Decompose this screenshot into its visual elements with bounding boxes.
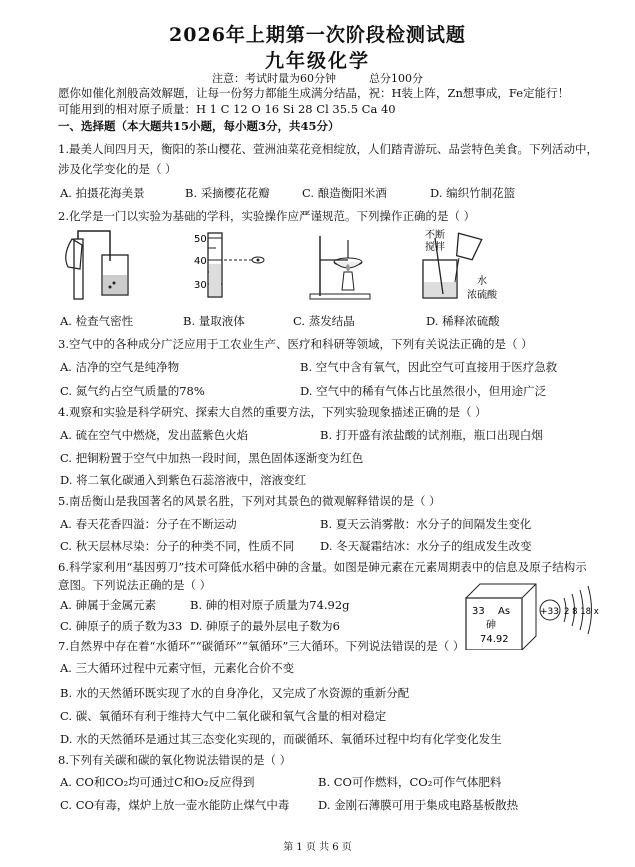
q1-option-b: B. 采摘樱花花瓣 <box>185 186 270 200</box>
atom-nucleus: +33 <box>540 607 559 617</box>
figure-c-evaporation <box>300 230 380 302</box>
intro-masses: 可能用到的相对原子质量：H 1 C 12 O 16 Si 28 Cl 35.5 Ca 40 <box>58 102 396 116</box>
q7-option-b: B. 水的天然循环既实现了水的自身净化，又完成了水资源的重新分配 <box>60 686 410 700</box>
q6-option-c: C. 砷原子的质子数为33 <box>60 619 183 633</box>
q2-option-c: C. 蒸发结晶 <box>293 314 355 328</box>
label-water: 水 <box>477 276 487 287</box>
q3-option-d: D. 空气中的稀有气体占比虽然很小，但用途广泛 <box>300 384 547 398</box>
q3-stem: 3.空气中的各种成分广泛应用于工农业生产、医疗和科研等领域，下列有关说法正确的是（ ） <box>58 337 533 351</box>
cylinder-mark-40: 40 <box>194 256 207 267</box>
exam-title: 2026年上期第一次阶段检测试题 <box>169 24 466 46</box>
q2-stem: 2.化学是一门以实验为基础的学科，实验操作应严谨规范。下列操作正确的是（ ） <box>58 209 476 223</box>
q7-option-c: C. 碳、氧循环有利于维持大气中二氧化碳和氧气含量的相对稳定 <box>60 709 387 723</box>
element-name: 砷 <box>486 620 496 631</box>
q7-option-a: A. 三大循环过程中元素守恒，元素化合价不变 <box>60 661 295 675</box>
page-number: 第 1 页 共 6 页 <box>283 842 352 853</box>
total-score: 总分100分 <box>369 72 423 85</box>
exam-subject: 九年级化学 <box>264 50 370 72</box>
q8-option-d: D. 金刚石薄膜可用于集成电路基板散热 <box>318 798 519 812</box>
element-mass: 74.92 <box>480 634 509 645</box>
q1-stem-line1: 1.最美人间四月天，衡阳的茶山樱花、萱洲油菜花竞相绽放，人们踏青游玩、品尝特色美食。下列活动中， <box>58 142 598 156</box>
time-limit: 注意：考试时量为60分钟 <box>212 72 336 85</box>
q4-stem: 4.观察和实验是科学研究、探索大自然的重要方法，下列实验现象描述正确的是（ ） <box>58 405 487 419</box>
label-stir1: 不断 <box>425 230 445 241</box>
q7-option-d: D. 水的天然循环是通过其三态变化实现的，而碳循环、氧循环过程中均有化学变化发生 <box>60 732 502 746</box>
q6-option-b: B. 砷的相对原子质量为74.92g <box>190 598 350 612</box>
q1-option-c: C. 酿造衡阳米酒 <box>302 186 387 200</box>
q1-option-d: D. 编织竹制花篮 <box>430 186 516 200</box>
q4-option-b: B. 打开盛有浓盐酸的试剂瓶，瓶口出现白烟 <box>320 428 543 442</box>
q3-option-b: B. 空气中含有氧气，因此空气可直接用于医疗急救 <box>300 360 558 374</box>
element-symbol: As <box>498 606 511 617</box>
q5-option-d: D. 冬天凝霜结冰：水分子的组成发生改变 <box>320 539 532 553</box>
exam-note <box>0 70 635 86</box>
figure-a-airtightness <box>62 225 142 305</box>
figure-arsenic <box>460 578 610 650</box>
section-title: 一、选择题（本大题共15小题，每小题3分，共45分） <box>58 119 340 133</box>
q4-option-a: A. 硫在空气中燃烧，发出蓝紫色火焰 <box>60 428 249 442</box>
intro-wish: 愿你如催化剂般高效解题，让每一份努力都能生成满分结晶，祝：H装上阵，Zn想事成，Fe定能行！ <box>58 86 570 100</box>
q6-option-a: A. 砷属于金属元素 <box>60 598 157 612</box>
atom-shells: 2 8 18 x <box>564 607 599 617</box>
q8-option-a: A. CO和CO₂均可通过C和O₂反应得到 <box>60 775 255 789</box>
figure-b-cylinder <box>190 228 270 298</box>
element-number: 33 <box>472 606 485 617</box>
q1-option-a: A. 拍摄花海美景 <box>60 186 145 200</box>
q5-stem: 5.南岳衡山是我国著名的风景名胜，下列对其景色的微观解释错误的是（ ） <box>58 494 441 508</box>
q1-stem-line2: 涉及化学变化的是（ ） <box>58 162 177 176</box>
q4-option-d: D. 将二氧化碳通入到紫色石蕊溶液中，溶液变红 <box>60 473 307 487</box>
label-acid: 浓硫酸 <box>467 290 497 301</box>
q8-stem: 8.下列有关碳和碳的氧化物说法错误的是（ ） <box>58 753 292 767</box>
q2-option-b: B. 量取液体 <box>183 314 245 328</box>
q5-option-b: B. 夏天云消雾散：水分子的间隔发生变化 <box>320 517 532 531</box>
q8-option-b: B. CO可作燃料，CO₂可作气体肥料 <box>318 775 502 789</box>
q4-option-c: C. 把铜粉置于空气中加热一段时间，黑色固体逐渐变为红色 <box>60 451 364 465</box>
q2-option-a: A. 检查气密性 <box>60 314 134 328</box>
label-stir2: 搅拌 <box>425 242 445 253</box>
q8-option-c: C. CO有毒，煤炉上放一壶水能防止煤气中毒 <box>60 798 290 812</box>
q5-option-c: C. 秋天层林尽染：分子的种类不同，性质不同 <box>60 539 295 553</box>
cylinder-mark-50: 50 <box>194 234 207 245</box>
q3-option-c: C. 氮气约占空气质量的78% <box>60 384 205 398</box>
cylinder-mark-30: 30 <box>194 280 207 291</box>
q2-option-d: D. 稀释浓硫酸 <box>426 314 500 328</box>
q6-option-d: D. 砷原子的最外层电子数为6 <box>190 619 340 633</box>
q6-stem-line1: 6.科学家利用“基因剪刀”技术可降低水稻中砷的含量。如图是砷元素在元素周期表中的信息及原子结构示 <box>58 560 587 574</box>
q3-option-a: A. 洁净的空气是纯净物 <box>60 360 180 374</box>
q6-stem-line2: 意图。下列说法正确的是（ ） <box>58 578 212 592</box>
q7-stem: 7.自然界中存在着“水循环”“碳循环”“氧循环”三大循环。下列说法错误的是（ ） <box>58 639 465 653</box>
figure-d-dilution <box>415 228 510 304</box>
q5-option-a: A. 春天花香四溢：分子在不断运动 <box>60 517 237 531</box>
